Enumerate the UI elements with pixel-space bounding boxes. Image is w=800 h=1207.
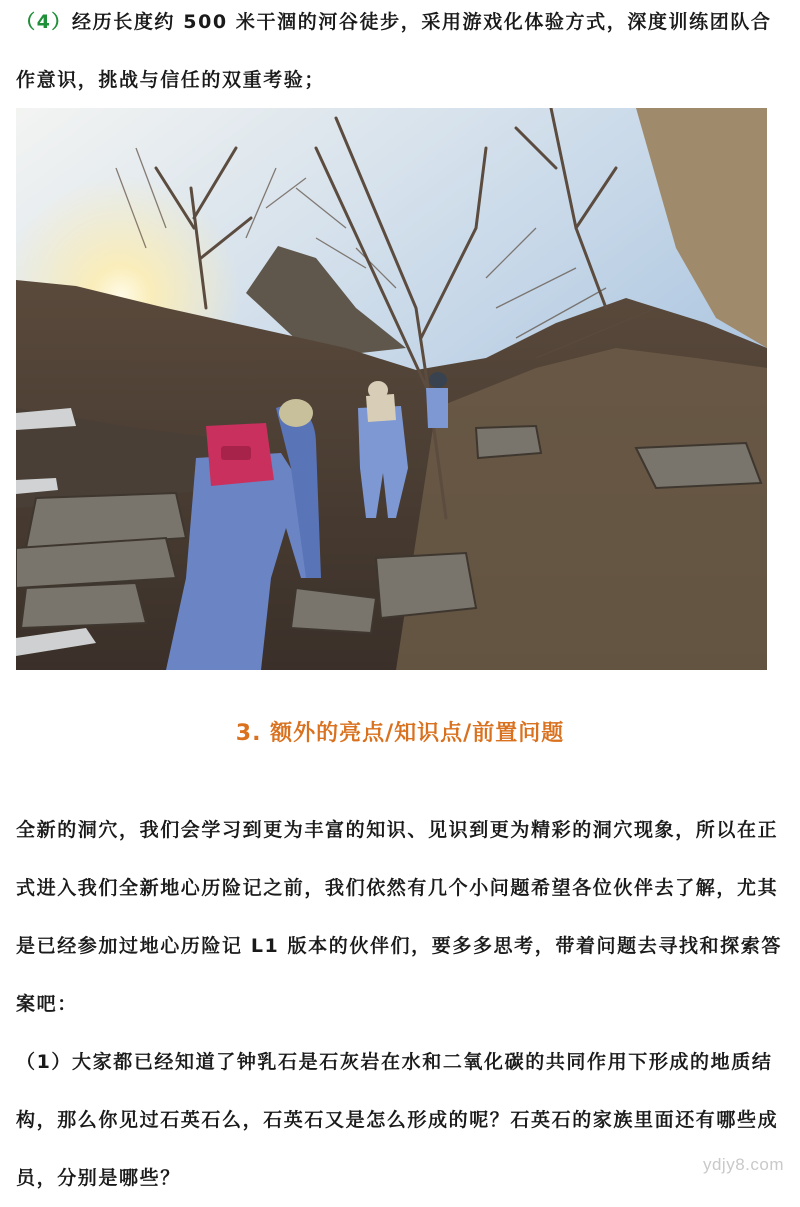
watermark: ydjy8.com — [702, 1155, 784, 1174]
body-paragraph: 全新的洞穴，我们会学习到更为丰富的知识、见识到更为精彩的洞穴现象，所以在正式进入我们全新地心历险记之前，我们依然有几个小问题希望各位伙伴去了解，尤其是已经参加过地心历险记 L1 版本的伙伴们，要多多思考，带着问题去寻找和探索答案吧： — [16, 819, 782, 1015]
hiking-photo — [16, 108, 767, 670]
section-title: 3. 额外的亮点/知识点/前置问题 — [235, 721, 565, 746]
question-1: （1）大家都已经知道了钟乳石是石灰岩在水和二氧化碳的共同作用下形成的地质结构，那么你见过石英石么，石英石又是怎么形成的呢？石英石的家族里面还有哪些成员，分别是哪些？ — [16, 1051, 779, 1189]
hiking-photo-icon — [16, 108, 767, 670]
item-text: 经历长度约 500 米干涸的河谷徒步，采用游戏化体验方式，深度训练团队合作意识，挑战与信任的双重考验； — [16, 11, 772, 91]
item-marker: （4） — [16, 11, 73, 33]
intro-item-4 — [16, 0, 786, 109]
